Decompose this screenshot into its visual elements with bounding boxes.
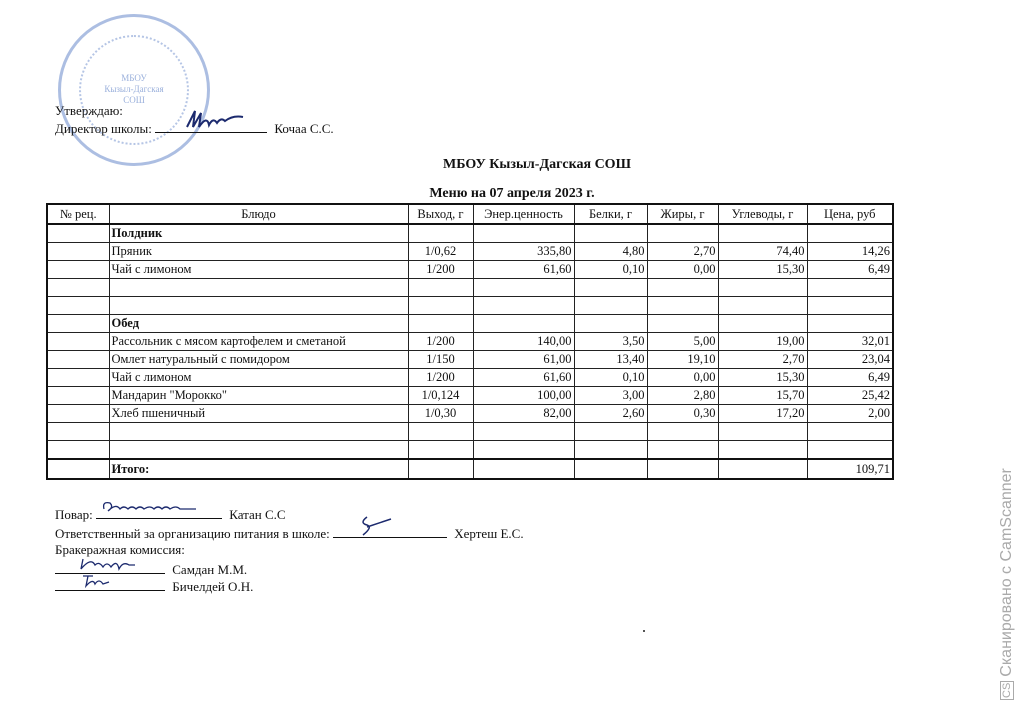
cell-out [408, 279, 473, 297]
commission-signature [77, 555, 157, 573]
cell-out: 1/200 [408, 333, 473, 351]
cell-fat [647, 315, 718, 333]
cell-protein: 0,10 [574, 369, 647, 387]
cell-carbs [718, 423, 807, 441]
cell-rec [47, 459, 109, 479]
responsible-signature-line [333, 524, 447, 538]
cell-fat: 0,30 [647, 405, 718, 423]
watermark-text: Сканировано с CamScanner [998, 468, 1015, 677]
director-signature [183, 107, 253, 133]
commission-label: Бракеражная комиссия: [55, 542, 185, 557]
total-label: Итого: [109, 459, 408, 479]
cell-energy: 61,60 [473, 261, 574, 279]
empty-row [47, 441, 893, 460]
cell-carbs [718, 441, 807, 460]
menu-table [46, 203, 894, 480]
cell-dish: Чай с лимоном [109, 369, 408, 387]
table-body [47, 224, 893, 459]
commission-signature [79, 572, 129, 590]
cell-protein [574, 423, 647, 441]
cell-carbs: 2,70 [718, 351, 807, 369]
cell-rec [47, 243, 109, 261]
cell-dish: Пряник [109, 243, 408, 261]
cell-price [807, 279, 893, 297]
cell-dish [109, 297, 408, 315]
cell-energy: 335,80 [473, 243, 574, 261]
camscanner-watermark [996, 438, 1018, 700]
cell-protein [574, 297, 647, 315]
cell-carbs [718, 279, 807, 297]
cell-fat [647, 423, 718, 441]
cell-dish [109, 279, 408, 297]
cook-line [55, 505, 286, 522]
cell-out: 1/200 [408, 261, 473, 279]
cell-carbs [718, 315, 807, 333]
cook-label: Повар: [55, 507, 93, 522]
cell-energy: 61,00 [473, 351, 574, 369]
cell-protein [574, 279, 647, 297]
cell-out [408, 297, 473, 315]
cell-carbs: 17,20 [718, 405, 807, 423]
cell-fat: 2,70 [647, 243, 718, 261]
stamp-text-line: Кызыл-Дагская [104, 84, 164, 94]
cell-price [807, 224, 893, 243]
cell-protein: 0,10 [574, 261, 647, 279]
watermark-text-wrap [996, 438, 1018, 700]
cell-fat [647, 224, 718, 243]
cell-rec [47, 441, 109, 460]
cook-signature-line [96, 505, 222, 519]
cell-energy [473, 315, 574, 333]
section-title: Обед [109, 315, 408, 333]
cell-protein: 2,60 [574, 405, 647, 423]
cell-price: 6,49 [807, 261, 893, 279]
cell-protein [574, 441, 647, 460]
cell-out: 1/150 [408, 351, 473, 369]
total-price: 109,71 [807, 459, 893, 479]
cell-out: 1/200 [408, 369, 473, 387]
cell-out [408, 441, 473, 460]
cell-rec [47, 279, 109, 297]
school-name: МБОУ Кызыл-Дагская СОШ [443, 157, 631, 172]
column-header: Энер.ценность [473, 204, 574, 224]
commission-member-line [55, 577, 253, 594]
cell-carbs: 19,00 [718, 333, 807, 351]
stamp-text-line: СОШ [123, 95, 145, 105]
cell-carbs: 15,30 [718, 261, 807, 279]
cell-energy [473, 279, 574, 297]
cell-carbs: 15,70 [718, 387, 807, 405]
responsible-signature [353, 513, 403, 539]
total-row [47, 459, 893, 479]
cell-rec [47, 224, 109, 243]
cell-fat: 0,00 [647, 261, 718, 279]
responsible-line [55, 524, 524, 541]
cell-dish [109, 423, 408, 441]
cell-energy [473, 441, 574, 460]
cell-dish: Рассольник с мясом картофелем и сметаной [109, 333, 408, 351]
commission-member-name: Бичелдей О.Н. [172, 579, 254, 594]
cell-fat [647, 279, 718, 297]
table-row [47, 351, 893, 369]
cell-carbs [718, 224, 807, 243]
cell-out [408, 459, 473, 479]
column-header: Углеводы, г [718, 204, 807, 224]
cell-energy: 61,60 [473, 369, 574, 387]
commission-signature-line [55, 577, 165, 591]
column-header: Жиры, г [647, 204, 718, 224]
cell-out [408, 224, 473, 243]
cell-price: 25,42 [807, 387, 893, 405]
column-header: Цена, руб [807, 204, 893, 224]
cell-carbs [718, 459, 807, 479]
cell-dish: Омлет натуральный с помидором [109, 351, 408, 369]
cell-rec [47, 297, 109, 315]
table-row [47, 405, 893, 423]
cell-price [807, 297, 893, 315]
cell-dish: Чай с лимоном [109, 261, 408, 279]
cell-rec [47, 333, 109, 351]
cell-energy: 100,00 [473, 387, 574, 405]
cell-price [807, 315, 893, 333]
director-label: Директор школы: [55, 121, 152, 136]
cell-protein [574, 459, 647, 479]
cell-rec [47, 387, 109, 405]
cell-price: 2,00 [807, 405, 893, 423]
empty-row [47, 279, 893, 297]
cell-price: 14,26 [807, 243, 893, 261]
cell-price [807, 441, 893, 460]
cell-out [408, 423, 473, 441]
cell-rec [47, 315, 109, 333]
menu-title: Меню на 07 апреля 2023 г. [429, 186, 595, 201]
cell-price: 6,49 [807, 369, 893, 387]
cell-energy: 82,00 [473, 405, 574, 423]
cell-carbs: 74,40 [718, 243, 807, 261]
cell-energy [473, 459, 574, 479]
cell-fat [647, 459, 718, 479]
director-signature-line [155, 119, 267, 133]
section-row [47, 315, 893, 333]
cook-name: Катан С.С [229, 507, 286, 522]
cell-energy: 140,00 [473, 333, 574, 351]
section-row [47, 224, 893, 243]
cell-protein: 3,50 [574, 333, 647, 351]
cell-out: 1/0,124 [408, 387, 473, 405]
director-line [55, 119, 334, 136]
cell-price [807, 423, 893, 441]
cell-protein: 4,80 [574, 243, 647, 261]
cell-rec [47, 369, 109, 387]
cell-carbs: 15,30 [718, 369, 807, 387]
cell-fat: 0,00 [647, 369, 718, 387]
cell-fat [647, 441, 718, 460]
cell-out: 1/0,30 [408, 405, 473, 423]
cell-dish: Хлеб пшеничный [109, 405, 408, 423]
cell-fat: 2,80 [647, 387, 718, 405]
camscanner-logo-icon: CS [1000, 682, 1013, 698]
cell-price: 32,01 [807, 333, 893, 351]
column-header: Блюдо [109, 204, 408, 224]
cell-rec [47, 405, 109, 423]
cell-price: 23,04 [807, 351, 893, 369]
cell-fat: 19,10 [647, 351, 718, 369]
cell-energy [473, 423, 574, 441]
table-row [47, 369, 893, 387]
director-name: Кочаа С.С. [274, 121, 334, 136]
cell-protein [574, 315, 647, 333]
table-header-row [47, 204, 893, 224]
stamp-text-line: МБОУ [121, 73, 147, 83]
table-row [47, 333, 893, 351]
section-title: Полдник [109, 224, 408, 243]
cook-signature [100, 499, 200, 517]
cell-rec [47, 423, 109, 441]
cell-rec [47, 261, 109, 279]
cell-carbs [718, 297, 807, 315]
cell-fat: 5,00 [647, 333, 718, 351]
column-header: Выход, г [408, 204, 473, 224]
cell-protein: 3,00 [574, 387, 647, 405]
responsible-name: Хертеш Е.С. [454, 526, 524, 541]
cell-out: 1/0,62 [408, 243, 473, 261]
commission-member-name: Самдан М.М. [172, 562, 248, 577]
scan-speck [643, 630, 645, 632]
table-row [47, 243, 893, 261]
approve-label: Утверждаю: [55, 103, 123, 118]
table-row [47, 387, 893, 405]
column-header: № рец. [47, 204, 109, 224]
cell-dish [109, 441, 408, 460]
school-stamp [58, 14, 210, 166]
cell-out [408, 315, 473, 333]
cell-rec [47, 351, 109, 369]
cell-protein [574, 224, 647, 243]
cell-protein: 13,40 [574, 351, 647, 369]
cell-energy [473, 224, 574, 243]
cell-dish: Мандарин "Морокко" [109, 387, 408, 405]
cell-energy [473, 297, 574, 315]
column-header: Белки, г [574, 204, 647, 224]
cell-fat [647, 297, 718, 315]
table-row [47, 261, 893, 279]
responsible-label: Ответственный за организацию питания в школе: [55, 526, 330, 541]
empty-row [47, 297, 893, 315]
empty-row [47, 423, 893, 441]
